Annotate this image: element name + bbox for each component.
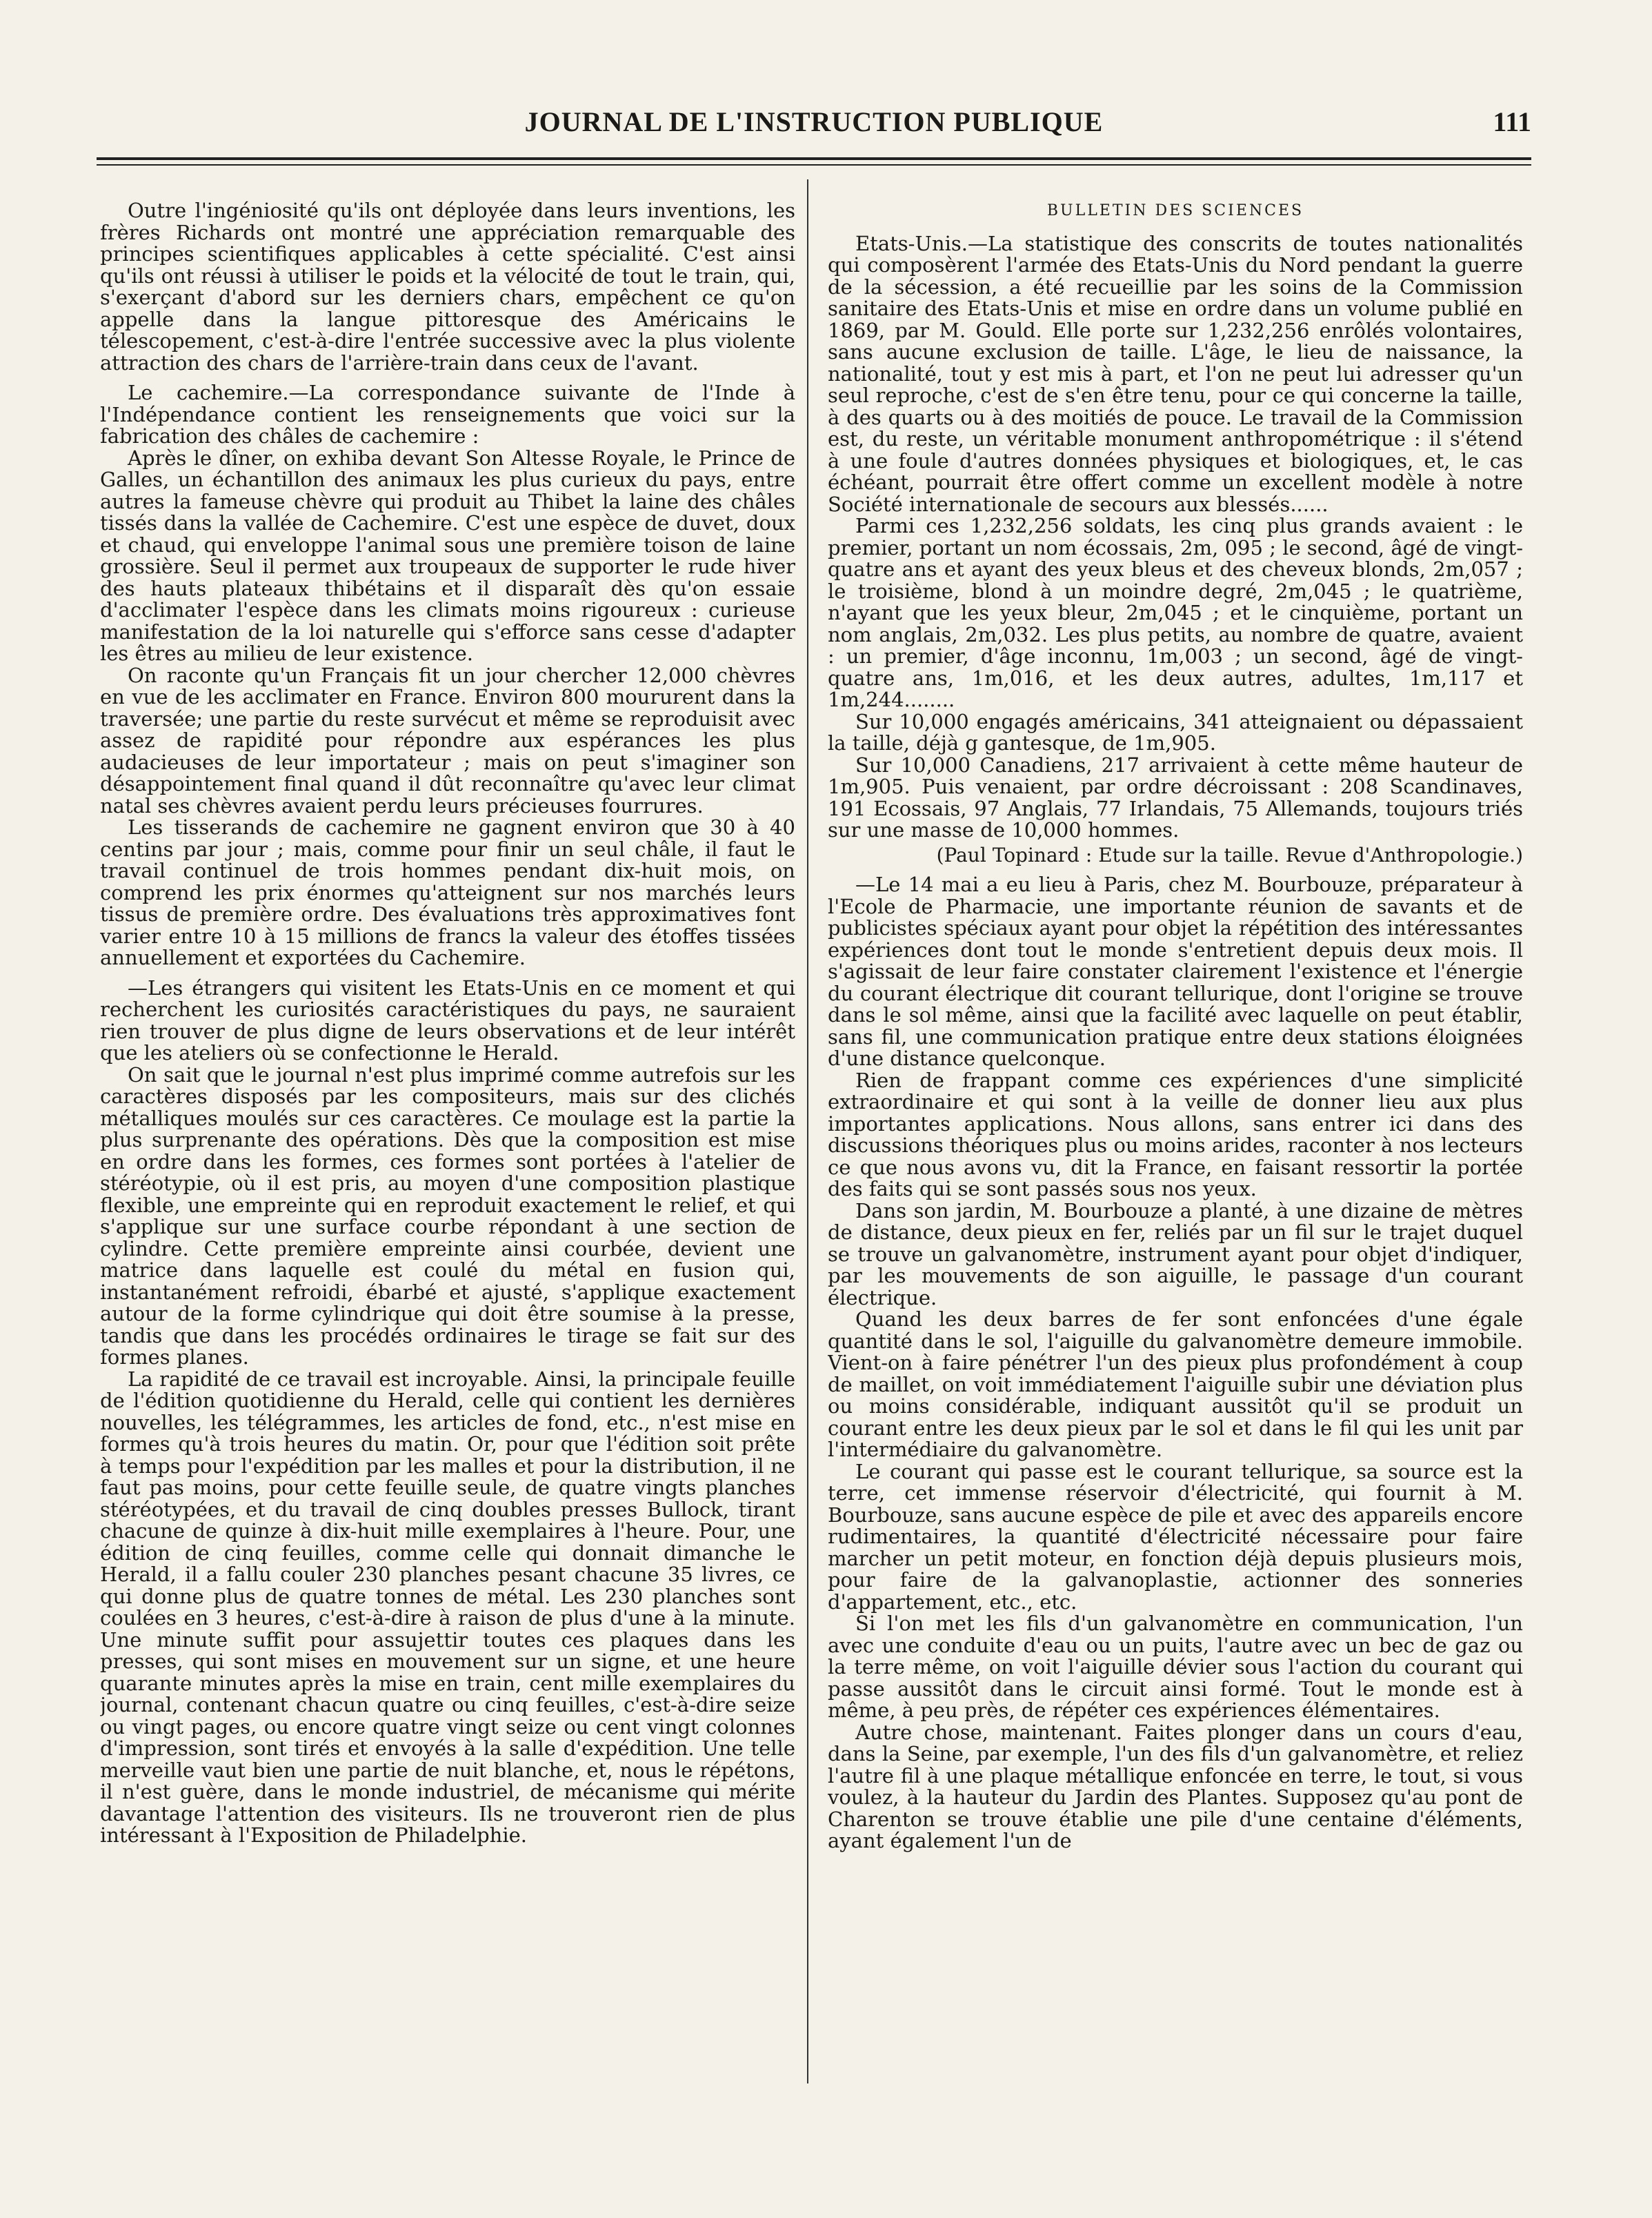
paragraph-galvanometre: Si l'on met les fils d'un galvanomètre en communication, l'un avec une conduite d'eau ou un puits, l'autre avec un bec de gaz ou la terre même, on voit l'aiguille dévier sous l'action du courant qui passe aussitôt dans le circuit ainsi formé. Tout le monde est à même, à peu près, de répéter ces expériences élémentaires.	[828, 1612, 1523, 1722]
paragraph-cachemire-goat: Après le dîner, on exhiba devant Son Altesse Royale, le Prince de Galles, un échantillon des animaux les plus curieux du pays, entre autres la fameuse chèvre qui produit au Thibet la laine des châles tissés dans la vallée de Cachemire. C'est une espèce de duvet, doux et chaud, qui enveloppe l'animal sous une première toison de laine grossière. Seul il permet aux troupeaux de supporter le rude hiver des hauts plateaux thibétains et il disparaît dès qu'on essaie d'acclimater l'espèce dans les climats moins rigoureux : curieuse manifestation de la loi naturelle qui s'efforce sans cesse d'adapter les êtres au milieu de leur existence.	[100, 446, 795, 665]
page-header	[97, 100, 1531, 148]
paragraph-conscrits: Etats-Unis.—La statistique des conscrits de toutes nationalités qui composèrent l'armée des Etats-Unis du Nord pendant la guerre de la sécession, a été recueillie par les soins de la Commission sanitaire des Etats-Unis et mise en ordre dans un volume publié en 1869, par M. Gould. Elle porte sur 1,232,256 enrôlés volontaires, sans aucune exclusion de taille. L'âge, le lieu de naissance, la nationalité, tout y est mis à part, et l'on ne peut lui adresser qu'un seul reproche, c'est de s'en être tenu, pour ce qui concerne la taille, à des quarts ou à des moitiés de pouce. Le travail de la Commission est, du reste, un véritable monument anthropométrique : il s'étend à une foule d'autres données physiques et biologiques, et, le cas échéant, pourrait être offert comme un excellent modèle à notre Société internationale de secours aux blessés......	[828, 231, 1523, 516]
journal-title: JOURNAL DE L'INSTRUCTION PUBLIQUE	[524, 106, 1104, 137]
page-number: 111	[1493, 106, 1531, 137]
paragraph-seine: Autre chose, maintenant. Faites plonger dans un cours d'eau, dans la Seine, par exemple, l'un des fils d'un galvanomètre, et reliez l'autre fil à une plaque métallique enfoncée en terre, le tout, si vous voulez, à la hauteur du Jardin des Plantes. Supposez qu'au pont de Charenton se trouve établie une pile d'une centaine d'éléments, ayant également l'un de	[828, 1720, 1523, 1852]
paragraph-jardin: Dans son jardin, M. Bourbouze a planté, à une dizaine de mètres de distance, deux pieux en fer, reliés par un fil sur le trajet duquel se trouve un galvanomètre, instrument ayant pour objet d'indiquer, par les mouvements de son aiguille, le passage d'un courant électrique.	[828, 1198, 1523, 1309]
right-column	[828, 200, 1523, 2090]
paragraph-herald-clichés: On sait que le journal n'est plus imprimé comme autrefois sur les caractères disposés par les compositeurs, mais sur des clichés métalliques moulés sur ces caractères. Ce moulage est la partie la plus surprenante des opérations. Dès que la composition est mise en ordre dans les formes, ces formes sont portées à l'atelier de stéréotypie, où il est pris, au moyen d'une composition plastique flexible, une empreinte qui en reproduit exactement le relief, et qui s'applique sur une surface courbe répondant à une section de cylindre. Cette première empreinte ainsi courbée, devient une matrice dans laquelle est coulé du métal en fusion qui, instantanément refroidi, ébarbé et ajusté, s'applique exactement autour de la forme cylindrique qui doit être soumise à la presse, tandis que dans les procédés ordinaires le tirage se fait sur des formes planes.	[100, 1062, 795, 1369]
left-column	[100, 200, 795, 2090]
paragraph-cachemire-intro: Le cachemire.—La correspondance suivante de l'Inde à l'Indépendance contient les renseignements que voici sur la fabrication des châles de cachemire :	[100, 381, 795, 448]
paragraph-experiences: Rien de frappant comme ces expériences d'une simplicité extraordinaire et qui sont à la veille de donner lieu aux plus importantes applications. Nous allons, sans entrer ici dans des discussions théoriques plus ou moins arides, raconter à nos lecteurs ce que nous avons vu, dit la France, en faisant ressortir la portée des faits qui se sont passés sous nos yeux.	[828, 1068, 1523, 1200]
paragraph-richards: Outre l'ingéniosité qu'ils ont déployée dans leurs inventions, les frères Richards ont montré une appréciation remarquable des principes scientifiques applicables à cette spécialité. C'est ainsi qu'ils ont réussi à utiliser le poids et la vélocité de tout le train, qui, s'exerçant d'abord sur les derniers chars, empêchent ce qu'on appelle dans la langue pittoresque des Américains le télescopement, c'est-à-dire l'entrée successive avec la plus violente attraction des chars de l'arrière-train dans ceux de l'avant.	[100, 200, 795, 375]
paragraph-americains: Sur 10,000 engagés américains, 341 atteignaient ou dépassaient la taille, déjà g gantesque, de 1m,905.	[828, 709, 1523, 755]
paragraph-barres-fer: Quand les deux barres de fer sont enfoncées d'une égale quantité dans le sol, l'aiguille du galvanomètre demeure immobile. Vient-on à faire pénétrer l'un des pieux plus profondément à coup de maillet, on voit immédiatement l'aiguille subir une déviation plus ou moins considérable, indiquant aussitôt qu'il se produit un courant entre les deux pieux par le sol et dans le fil qui les unit par l'intermédiaire du galvanomètre.	[828, 1307, 1523, 1461]
paragraph-herald-intro: —Les étrangers qui visitent les Etats-Unis en ce moment et qui recherchent les curiosités caractéristiques du pays, ne sauraient rien trouver de plus digne de leurs observations et de leur intérêt que les ateliers où se confectionne le Herald.	[100, 976, 795, 1065]
paragraph-canadiens: Sur 10,000 Canadiens, 217 arrivaient à cette même hauteur de 1m,905. Puis venaient, par ordre décroissant : 208 Scandinaves, 191 Ecossais, 97 Anglais, 77 Irlandais, 75 Allemands, toujours triés sur une masse de 10,000 hommes.	[828, 753, 1523, 842]
citation-topinard: (Paul Topinard : Etude sur la taille. Revue d'Anthropologie.)	[936, 843, 1523, 867]
column-divider	[807, 179, 808, 2083]
paragraph-bourbouze-intro: —Le 14 mai a eu lieu à Paris, chez M. Bourbouze, préparateur à l'Ecole de Pharmacie, une importante réunion de savants et de publicistes spéciaux ayant pour objet la répétition des intéressantes expériences dont tout le monde s'entretient depuis deux mois. Il s'agissait de leur faire constater clairement l'existence et l'énergie du courant électrique dit courant tellurique, dont l'origine se trouve dans le sol même, ainsi que la facilité avec laquelle on peut établir, sans fil, une communication pratique entre deux stations éloignées d'une distance quelconque.	[828, 873, 1523, 1070]
header-rule-thick	[97, 157, 1531, 160]
paragraph-courant-tellurique: Le courant qui passe est le courant tellurique, sa source est la terre, cet immense réservoir d'électricité, qui fournit à M. Bourbouze, sans aucune espèce de pile et avec des appareils encore rudimentaires, la quantité d'électricité nécessaire pour faire marcher un petit moteur, en fonction déjà depuis plusieurs mois, pour faire de la galvanoplastie, actionner des sonneries d'appartement, etc., etc.	[828, 1459, 1523, 1614]
section-heading: BULLETIN DES SCIENCES	[1046, 202, 1304, 219]
paragraph-cachemire-weavers: Les tisserands de cachemire ne gagnent environ que 30 à 40 centins par jour ; mais, comme pour finir un seul châle, il faut le travail continuel de trois hommes pendant dix-huit mois, on comprend les prix énormes qu'atteignent sur nos marchés leurs tissus de première ordre. Des évaluations très approximatives font varier entre 10 à 15 millions de francs la valeur des étoffes tissées annuellement et exportées du Cachemire.	[100, 815, 795, 969]
paragraph-grands-soldats: Parmi ces 1,232,256 soldats, les cinq plus grands avaient : le premier, portant un nom écossais, 2m, 095 ; le second, âgé de vingt-quatre ans et ayant des yeux bleus et des cheveux blonds, 2m,057 ; le troisième, blond à un moindre degré, 2m,045 ; le quatrième, n'ayant que les yeux bleur, 2m,045 ; et le cinquième, portant un nom anglais, 2m,032. Les plus petits, au nombre de quatre, avaient : un premier, d'âge inconnu, 1m,003 ; un second, âgé de vingt-quatre ans, 1m,016, et les deux autres, adultes, 1m,117 et 1m,244........	[828, 514, 1523, 711]
header-rule-thin	[97, 164, 1531, 166]
paragraph-cachemire-french: On raconte qu'un Français fit un jour chercher 12,000 chèvres en vue de les acclimater en France. Environ 800 moururent dans la traversée; une partie du reste survécut et même se reproduisit avec assez de rapidité pour répondre aux espérances les plus audacieuses de leur importateur ; mais on peut s'imaginer son désappointement final quand il dût reconnaître qu'avec leur climat natal ses chèvres avaient perdu leurs précieuses fourrures.	[100, 663, 795, 818]
paragraph-herald-speed: La rapidité de ce travail est incroyable. Ainsi, la principale feuille de l'édition quotidienne du Herald, celle qui contient les dernières nouvelles, les télégrammes, les articles de fond, etc., n'est mise en formes qu'à trois heures du matin. Or, pour que l'édition soit prête à temps pour l'expédition par les malles et pour la distribution, il ne faut pas moins, pour cette feuille seule, de quatre vingts planches stéréotypées, et du travail de cinq doubles presses Bullock, tirant chacune de quinze à dix-huit mille exemplaires à l'heure. Pour, une édition de cinq feuilles, comme celle qui donnait dimanche le Herald, il a fallu couler 230 planches pesant chacune 35 livres, ce qui donne plus de quatre tonnes de métal. Les 230 planches sont coulées en 3 heures, c'est-à-dire à raison de plus d'une à la minute. Une minute suffit pour assujettir toutes ces plaques dans les presses, qui sont mises en mouvement sur un signe, et une heure quarante minutes après la mise en train, cent mille exemplaires du journal, contenant chacun quatre ou cinq feuilles, c'est-à-dire seize ou vingt pages, ou encore quatre vingt seize ou cent vingt colonnes d'impression, sont tirés et envoyés à la salle d'expédition. Une telle merveille vaut bien une partie de nuit blanche, et, nous le répétons, il n'est guère, dans le monde industriel, de mécanisme qui mérite davantage l'attention des visiteurs. Ils ne trouveront rien de plus intéressant à l'Exposition de Philadelphie.	[100, 1367, 795, 1847]
